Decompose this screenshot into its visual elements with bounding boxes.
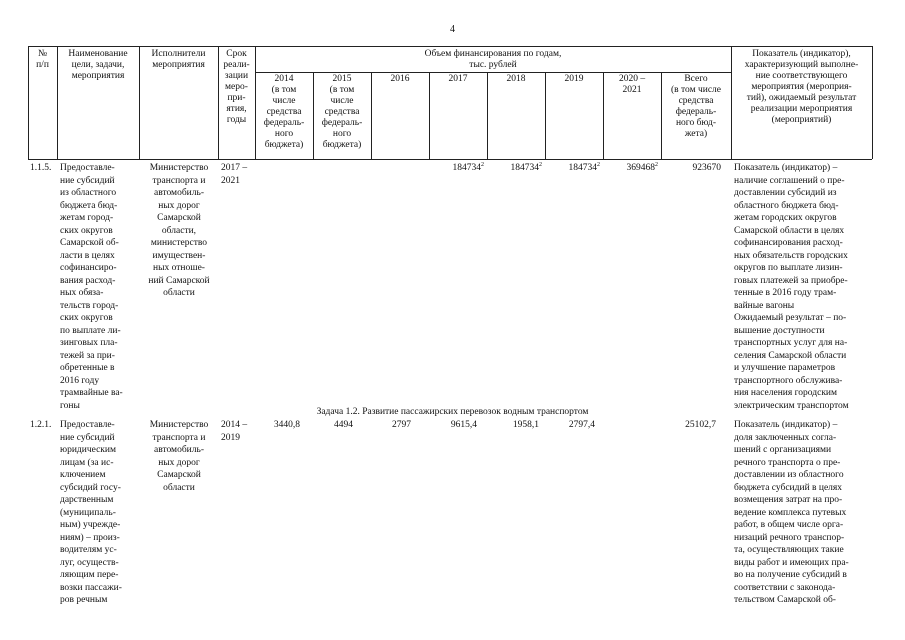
header-year-2016: 2016 [390,74,410,84]
row-indicator: Показатель (индикатор) – доля заключенных согла- шений с организациями речного транспорта о пре- доставлении из областного бюджета субсидий в целях возмещения затрат на про- ведение комплекса путевых работ, в общем числе орга- низаций речного транспор- та, осуществляющих такие виды работ и имеющих пра- во на получение субсидий в соответствии с законода- тельством Самарской об- [734,420,849,605]
row-value-total: 25102,7 [685,420,716,430]
row-indicator: Показатель (индикатор) – наличие соглашений о пре- доставлении субсидий из областного бюджета бюд- жетам городских округов Самарской области в целях софинансирования расход- ных обязательств городских округов по выплате лизин- говых платежей за приобре- тенные в 2016 году трам- вайные вагоны Ожидаемый результат – по- вышение доступности транспортных услуг для на- селения Самарской области и улучшение параметров транспортного обслужива- ния населения городским электрическим транспортом [734,163,849,411]
page-number: 4 [450,24,455,35]
row-number: 1.2.1. [30,420,52,430]
header-no: № п/п [36,49,49,70]
row-value-2017: 9615,4 [450,420,477,430]
row-value-2014: 3440,8 [273,420,300,430]
row-name: Предоставле- ние субсидий из областного бюджета бюд- жетам город- ских округов Самарской об- ласти в целях софинансиро- вания расход- ных обяза- тельств город- ских округов по выплате ли- зинговых пла- тежей за при- обретенные в 2016 году трамвайные ва- гоны [60,163,123,411]
row-executor: Министерство транспорта и автомобиль- ных дорог Самарской области [149,420,209,493]
row-executor: Министерство транспорта и автомобиль- ных дорог Самарской области, министерство имуществен- ных отноше- ний Самарской области [148,163,210,298]
row-value-2017: 184734$^2$ [452,161,484,173]
header-year-2015: 2015 (в том числе средства федераль- ного бюджета) [321,74,363,150]
row-term: 2014 – 2019 [221,420,248,443]
header-year-2019: 2019 [564,74,584,84]
header-year-2018: 2018 [506,74,526,84]
header-year-2014: 2014 (в том числе средства федераль- ного бюджета) [263,74,305,150]
header-executor: Исполнители мероприятия [151,49,206,70]
header-term: Срок реали- зации меро- при- ятия, годы [223,49,250,125]
header-name: Наименование цели, задачи, мероприятия [68,49,128,81]
header-indicator: Показатель (индикатор), характеризующий выполне- ние соответствующего мероприятия (мероприя- тий), ожидаемый результат реализации мероприятия (мероприятий) [744,49,859,125]
row-value-total: 923670 [692,163,721,173]
task-heading: Задача 1.2. Развитие пассажирских перевозок водным транспортом [316,407,589,417]
row-number: 1.1.5. [30,163,52,173]
header-year-2020-2021: 2020 – 2021 [618,74,646,95]
row-value-2020-2021: 369468$^2$ [626,161,658,173]
header-total: Всего (в том числе средства федераль- ного бюд- жета) [670,74,722,139]
row-value-2019: 184734$^2$ [568,161,600,173]
row-value-2019: 2797,4 [568,420,595,430]
row-value-2018: 1958,1 [512,420,539,430]
row-term: 2017 – 2021 [221,163,248,186]
header-year-2017: 2017 [448,74,468,84]
header-funding: Объем финансирования по годам, тыс. рублей [424,49,562,70]
row-value-2016: 2797 [392,420,411,430]
row-value-2015: 4494 [334,420,353,430]
row-name: Предоставле- ние субсидий юридическим лицам (за ис- ключением субсидий госу- дарственным (муниципаль- ным) учрежде- ниям) – произ- водителям ус- луг, осуществ- ляющим пере- возки пассажи- ров речным [60,420,122,605]
row-value-2018: 184734$^2$ [510,161,542,173]
